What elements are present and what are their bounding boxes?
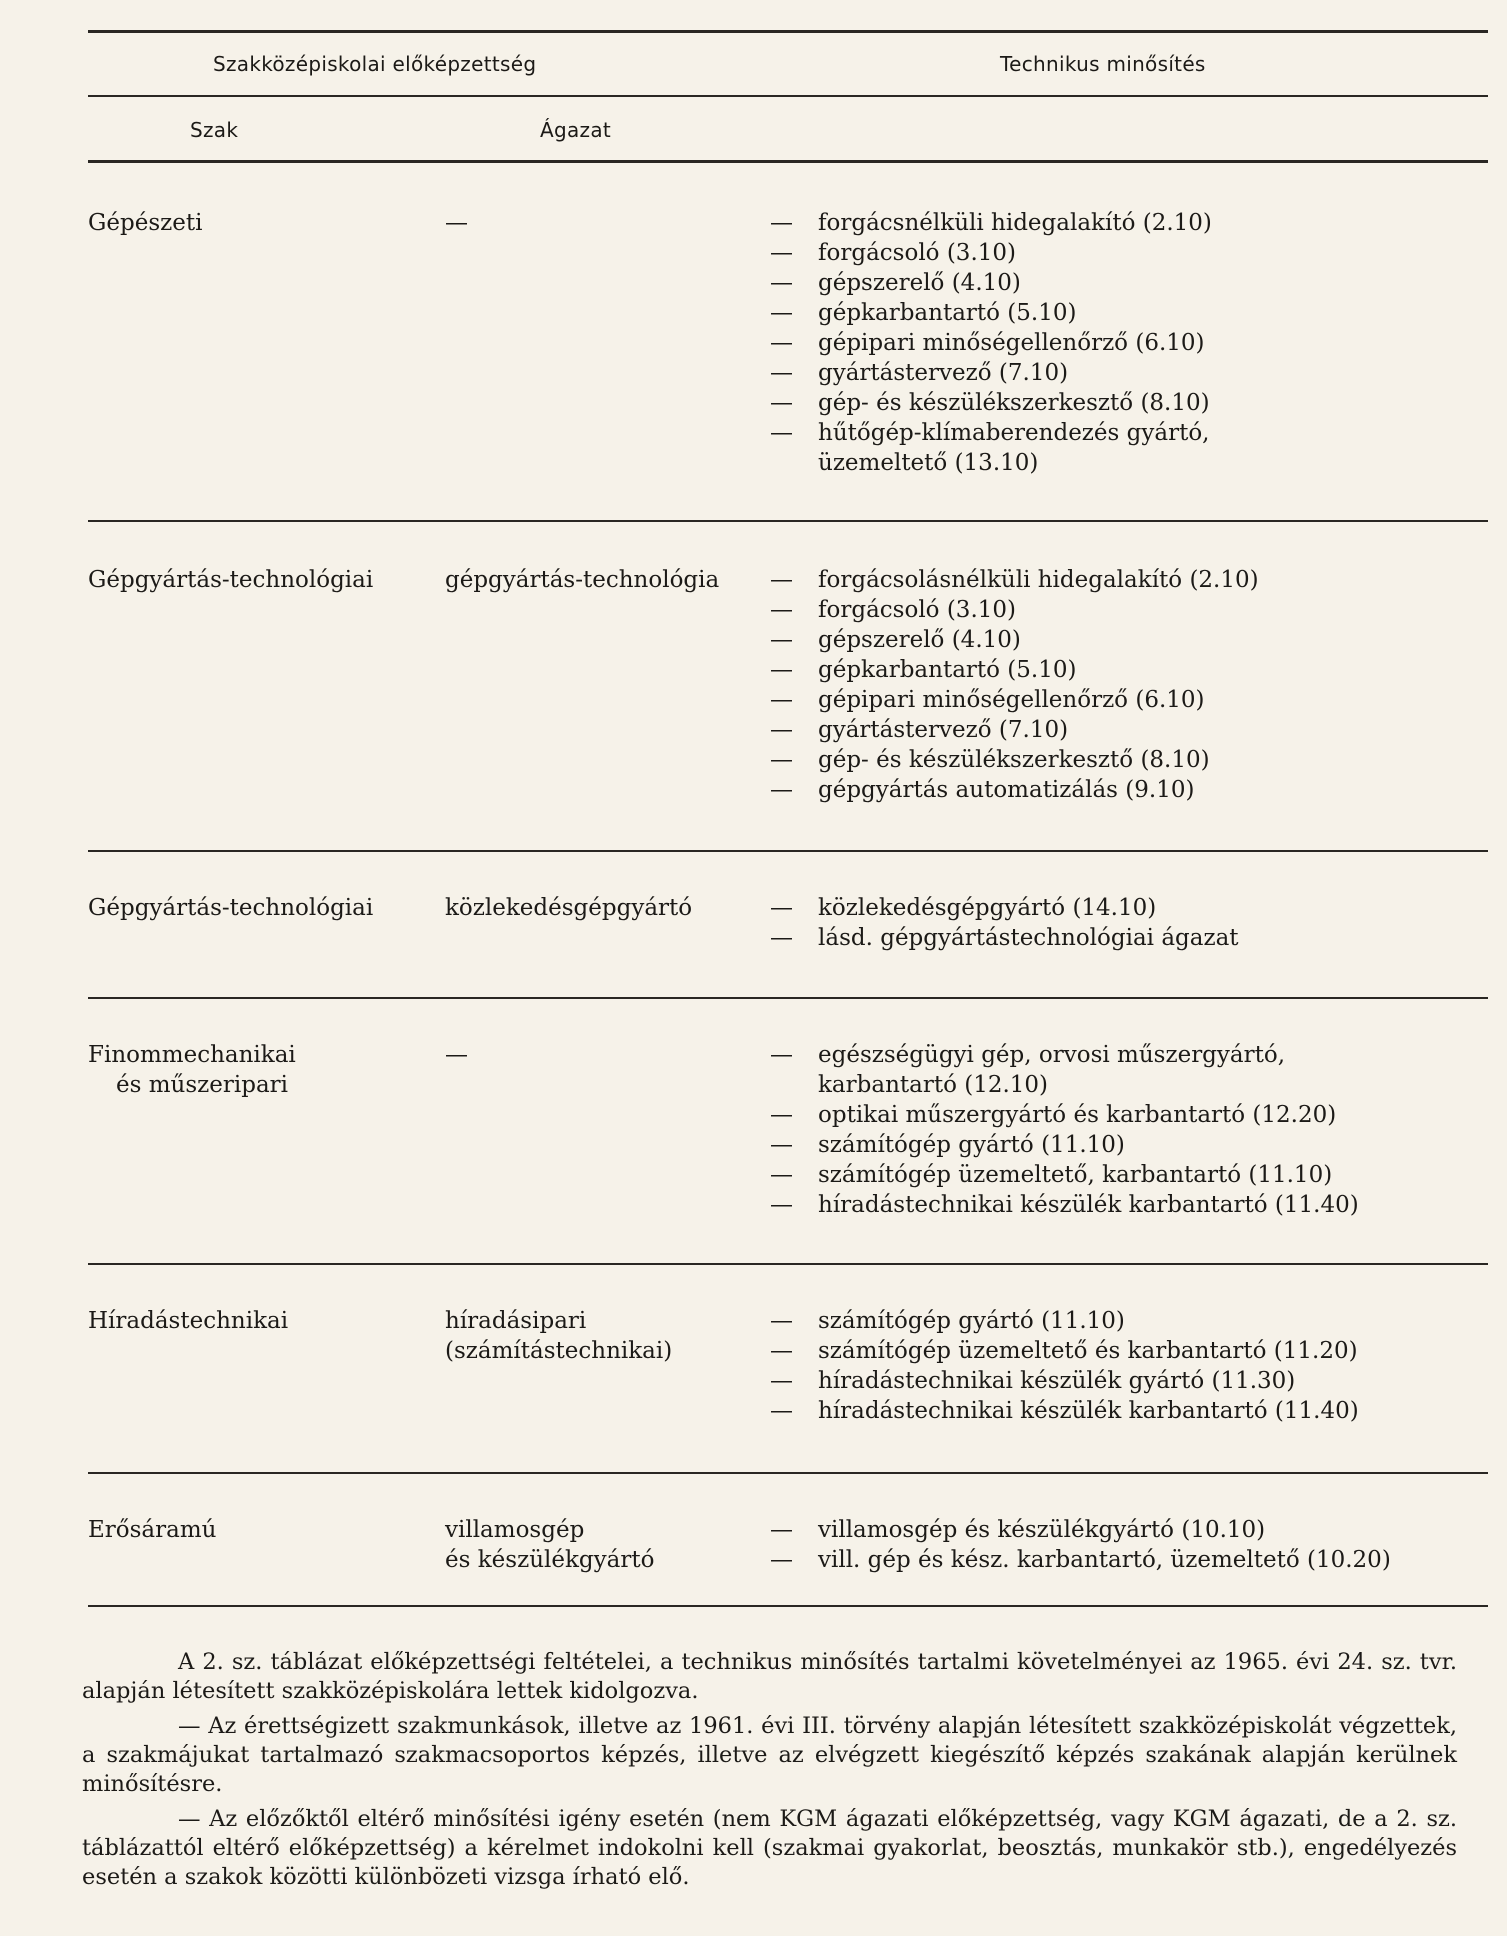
qualification-text: gyártástervező (7.10) (818, 717, 1069, 743)
dash-marker: — (770, 1132, 793, 1158)
dash-marker: — (770, 1102, 793, 1128)
dash-marker: — (770, 240, 793, 266)
qualification-item (770, 625, 1490, 655)
qualification-item (770, 208, 1490, 238)
dash-marker: — (770, 390, 793, 416)
qualification-text: lásd. gépgyártástechnológiai ágazat (818, 925, 1239, 951)
header-rule (88, 95, 1488, 97)
szak-cell (88, 893, 428, 923)
qualification-item (770, 715, 1490, 745)
qualification-item (770, 1100, 1490, 1130)
szak-cell (88, 1040, 428, 1100)
qualification-text: gép- és készülékszerkesztő (8.10) (818, 747, 1210, 773)
row-separator-rule (88, 1605, 1488, 1607)
header-left: Szakközépiskolai előképzettség (213, 52, 537, 76)
qualification-text: forgácsoló (3.10) (818, 597, 1016, 623)
qualification-item (770, 1545, 1490, 1575)
row-separator-rule (88, 850, 1488, 852)
qualification-text: közlekedésgépgyártó (14.10) (818, 895, 1157, 921)
note-paragraph-1: A 2. sz. táblázat előképzettségi feltételei, a technikus minősítés tartalmi követelményei az 1965. évi 24. sz. tvr. alapján létesített szakközépiskolára lettek kidolgozva. (82, 1649, 1457, 1704)
qualification-list (770, 565, 1490, 805)
qualification-text: gépkarbantartó (5.10) (818, 300, 1077, 326)
dash-marker: — (770, 567, 793, 593)
szak-text: Erősáramú (88, 1517, 217, 1543)
qualification-item (770, 1515, 1490, 1545)
dash-marker: — (770, 657, 793, 683)
dash-marker: — (770, 777, 793, 803)
qualification-item (770, 595, 1490, 625)
qualification-text: számítógép üzemeltető és karbantartó (11.20) (818, 1338, 1358, 1364)
row-separator-rule (88, 1472, 1488, 1474)
qualification-item (770, 358, 1490, 388)
dash-marker: — (770, 627, 793, 653)
qualification-item (770, 268, 1490, 298)
qualification-item (770, 1130, 1490, 1160)
qualification-item (770, 565, 1490, 595)
agazat-cell (445, 1515, 765, 1575)
qualification-text: üzemeltető (13.10) (818, 450, 1039, 476)
qualification-text: forgácsnélküli hidegalakító (2.10) (818, 210, 1212, 236)
qualification-text: gépszerelő (4.10) (818, 270, 1021, 296)
dash-marker: — (770, 1042, 793, 1068)
qualification-list (770, 893, 1490, 953)
dash-marker: — (770, 1162, 793, 1188)
qualification-text: számítógép gyártó (11.10) (818, 1132, 1125, 1158)
qualification-text: gépipari minőségellenőrző (6.10) (818, 687, 1205, 713)
qualification-item (770, 745, 1490, 775)
qualification-item (770, 388, 1490, 418)
qualification-text: egészségügyi gép, orvosi műszergyártó, (818, 1042, 1286, 1068)
dash-marker: — (770, 1338, 793, 1364)
qualification-item (770, 893, 1490, 923)
qualification-item (770, 655, 1490, 685)
dash-marker: — (770, 747, 793, 773)
agazat-text: villamosgép (445, 1517, 585, 1543)
dash-marker: — (770, 687, 793, 713)
qualification-text: gépszerelő (4.10) (818, 627, 1021, 653)
agazat-cell (445, 1306, 765, 1366)
header-bottom-rule (88, 160, 1488, 163)
dash-marker: — (770, 597, 793, 623)
agazat-cell (445, 208, 765, 238)
row-separator-rule (88, 997, 1488, 999)
note-paragraph-3: — Az előzőktől eltérő minősítési igény esetén (nem KGM ágazati előképzettség, vagy KGM ágazati, de a 2. sz. táblázattól eltérő előképzettség) a kérelmet indokolni kell (szakmai gyakorlat, beosztás, munkakör stb.), engedélyezés esetén a szakok közötti különbözeti vizsga írható elő. (82, 1806, 1457, 1890)
dash-marker: — (770, 1308, 793, 1334)
agazat-cell (445, 893, 765, 923)
qualification-text: hűtőgép-klímaberendezés gyártó, (818, 420, 1210, 446)
agazat-text: és készülékgyártó (445, 1547, 655, 1573)
qualification-item (770, 1040, 1490, 1100)
qualification-item (770, 298, 1490, 328)
agazat-text: (számítástechnikai) (445, 1338, 673, 1364)
qualification-item (770, 923, 1490, 953)
szak-cell (88, 1515, 428, 1545)
dash-marker: — (770, 1368, 793, 1394)
dash-marker: — (770, 300, 793, 326)
dash-marker: — (770, 717, 793, 743)
szak-cell (88, 208, 428, 238)
qualification-item (770, 1366, 1490, 1396)
dash-marker: — (770, 1517, 793, 1543)
qualification-text: gyártástervező (7.10) (818, 360, 1069, 386)
qualification-text: gépgyártás automatizálás (9.10) (818, 777, 1195, 803)
qualification-text: híradástechnikai készülék gyártó (11.30) (818, 1368, 1296, 1394)
dash-marker: — (770, 360, 793, 386)
qualification-list (770, 1306, 1490, 1426)
qualification-list (770, 1040, 1490, 1220)
notes-block (82, 1648, 1457, 1898)
agazat-text: — (445, 1042, 468, 1068)
row-separator-rule (88, 520, 1488, 522)
szak-cell (88, 565, 428, 595)
dash-marker: — (770, 270, 793, 296)
qualification-text: híradástechnikai készülék karbantartó (11.40) (818, 1192, 1359, 1218)
qualification-text: karbantartó (12.10) (818, 1072, 1049, 1098)
qualification-item (770, 1190, 1490, 1220)
dash-marker: — (770, 925, 793, 951)
header-col-agazat: Ágazat (540, 118, 612, 142)
agazat-text: gépgyártás-technológia (445, 567, 720, 593)
qualification-text: számítógép üzemeltető, karbantartó (11.10) (818, 1162, 1333, 1188)
dash-marker: — (770, 1192, 793, 1218)
qualification-text: gépkarbantartó (5.10) (818, 657, 1077, 683)
header-col-szak: Szak (190, 118, 239, 142)
qualification-item (770, 685, 1490, 715)
dash-marker: — (770, 210, 793, 236)
dash-marker: — (770, 1547, 793, 1573)
szak-text: Híradástechnikai (88, 1308, 289, 1334)
note-paragraph-2: — Az érettségizett szakmunkások, illetve az 1961. évi III. törvény alapján létesített szakközépiskolát végzettek, a szakmájukat tartalmazó szakmacsoportos képzés, illetve az elvégzett kiegészítő képzés szakának alapján kerülnek minősítésre. (82, 1713, 1457, 1797)
header-right: Technikus minősítés (1000, 52, 1206, 76)
agazat-text: közlekedésgépgyártó (445, 895, 693, 921)
qualification-item (770, 1306, 1490, 1336)
agazat-cell (445, 565, 765, 595)
qualification-text: gép- és készülékszerkesztő (8.10) (818, 390, 1210, 416)
szak-text: Gépészeti (88, 210, 203, 236)
qualification-text: híradástechnikai készülék karbantartó (11.40) (818, 1398, 1359, 1424)
qualification-text: forgácsolásnélküli hidegalakító (2.10) (818, 567, 1259, 593)
dash-marker: — (770, 420, 793, 446)
dash-marker: — (770, 330, 793, 356)
szak-text: és műszeripari (116, 1072, 289, 1098)
qualification-item (770, 775, 1490, 805)
qualification-text: számítógép gyártó (11.10) (818, 1308, 1125, 1334)
top-rule (88, 30, 1488, 33)
szak-text: Gépgyártás-technológiai (88, 895, 374, 921)
szak-cell (88, 1306, 428, 1336)
qualification-text: forgácsoló (3.10) (818, 240, 1016, 266)
qualification-item (770, 418, 1490, 478)
qualification-item (770, 238, 1490, 268)
qualification-item (770, 1336, 1490, 1366)
qualification-text: villamosgép és készülékgyártó (10.10) (818, 1517, 1266, 1543)
qualification-text: vill. gép és kész. karbantartó, üzemeltető (10.20) (818, 1547, 1391, 1573)
qualification-text: optikai műszergyártó és karbantartó (12.20) (818, 1102, 1337, 1128)
qualification-list (770, 208, 1490, 478)
agazat-text: híradásipari (445, 1308, 587, 1334)
szak-text: Finommechanikai (88, 1042, 296, 1068)
agazat-cell (445, 1040, 765, 1070)
dash-marker: — (770, 1398, 793, 1424)
row-separator-rule (88, 1263, 1488, 1265)
qualification-text: gépipari minőségellenőrző (6.10) (818, 330, 1205, 356)
dash-marker: — (770, 895, 793, 921)
agazat-text: — (445, 210, 468, 236)
qualification-item (770, 1396, 1490, 1426)
qualification-list (770, 1515, 1490, 1575)
qualification-item (770, 1160, 1490, 1190)
szak-text: Gépgyártás-technológiai (88, 567, 374, 593)
qualification-item (770, 328, 1490, 358)
